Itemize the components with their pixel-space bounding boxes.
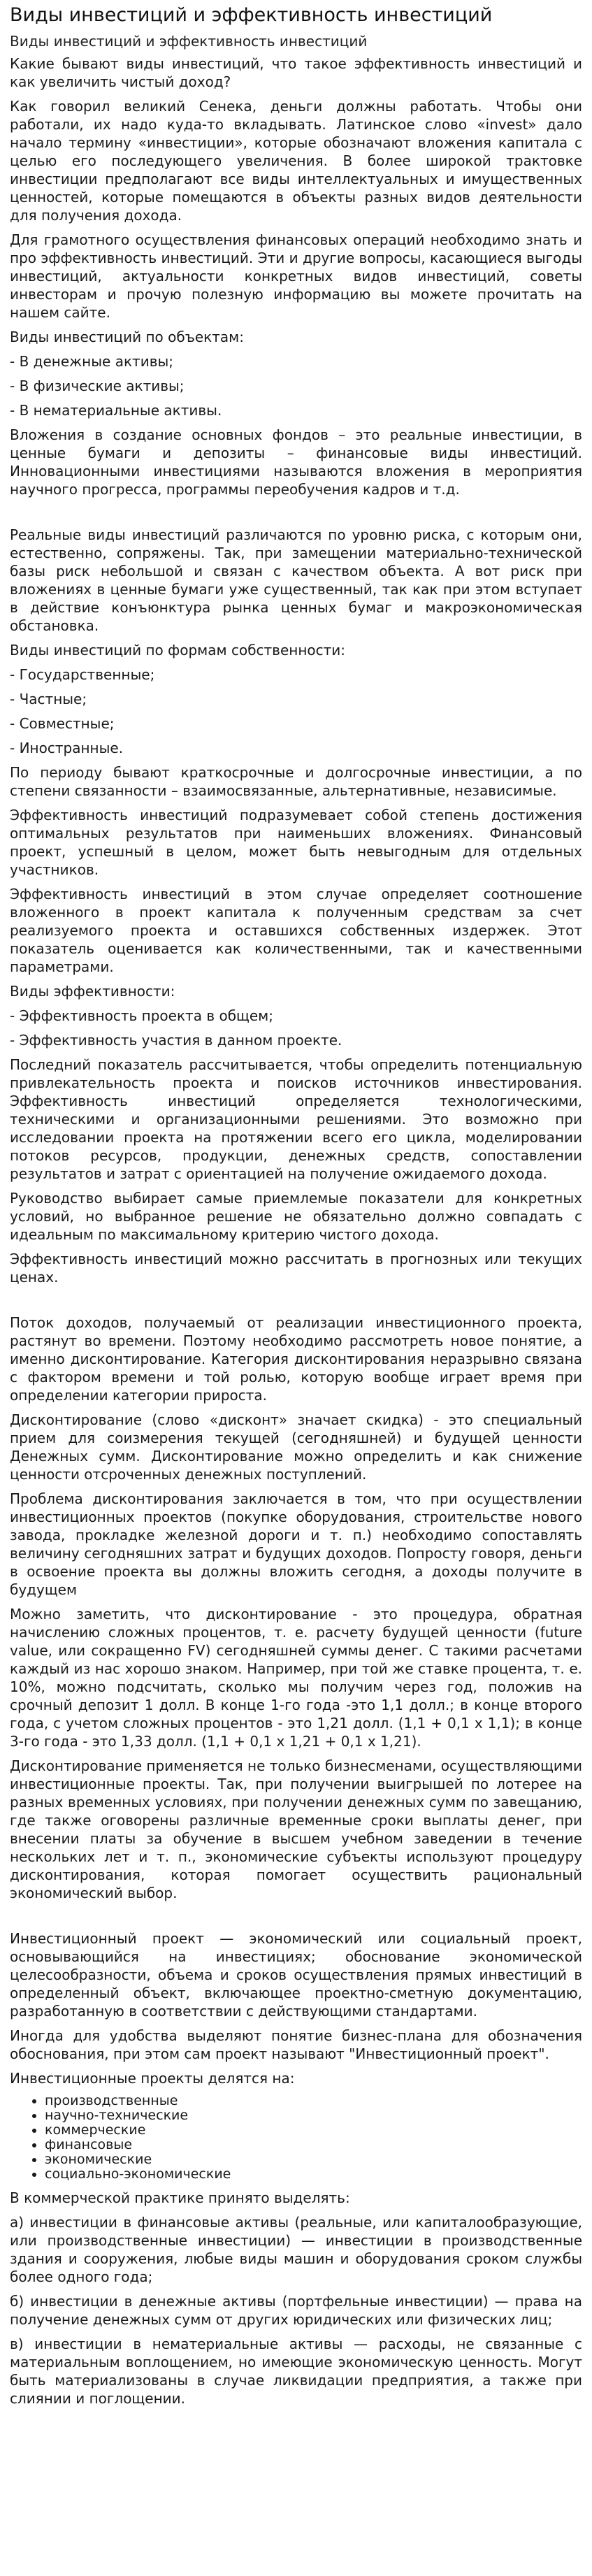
paragraph: Инвестиционный проект — экономический или социальный проект, основывающийся на инвестициях; обоснование экономической целесообразности, объема и сроков осуществления прямых инвестиций в определенный объект, включающее проектно-сметную документацию, разработанную в соответствии с действующими стандартами. (10, 1930, 582, 2020)
paragraph: - В нематериальные активы. (10, 402, 222, 419)
blank-line (10, 1908, 582, 1929)
paragraph: - Совместные; (10, 715, 115, 732)
paragraph: Виды инвестиций по объектам: (10, 329, 244, 345)
paragraph: Эффективность инвестиций в этом случае определяет соотношение вложенного в проект капитала к полученным средствам за счет реализуемого проекта и оставшихся собственных издержек. Этот показатель оценивается как количественными, так и качественными параметрами. (10, 886, 582, 975)
paragraph: Для грамотного осуществления финансовых операций необходимо знать и про эффективность инвестиций. Эти и другие вопросы, касающиеся выгоды инвестиций, актуальности конкретных видов инвестиций, советы инвесторам и прочую полезную информацию вы можете прочитать на нашем сайте. (10, 231, 582, 321)
paragraph: Можно заметить, что дисконтирование - это процедура, обратная начислению сложных процентов, т. е. расчету будущей ценности (future value, или сокращенно FV) сегодняшней суммы денег. С такими расчетами каждый из нас хорошо знаком. Например, при той же ставке процента, т. е. 10%, можно подсчитать, сколько мы получим через год, положив на срочный депозит 1 долл. В конце 1-го года -это 1,1 долл.; в конце второго года, с учетом сложных процентов - это 1,21 долл. (1,1 + 0,1 х 1,1); в конце 3-го года - это 1,33 долл. (1,1 + 0,1 х 1,21 + 0,1 х 1,21). (10, 1606, 582, 1750)
paragraph: Дисконтирование применяется не только бизнесменами, осуществляющими инвестиционные проекты. Так, при получении выигрышей по лотерее на разных временных условиях, при получении денежных сумм по завещанию, где также оговорены различные временные сроки выплаты денег, при внесении платы за обучение в высшем учебном заведении в течение нескольких лет и т. п., экономические субъекты используют процедуру дисконтирования, которая помогает осуществить рациональный экономический выбор. (10, 1757, 582, 1901)
paragraph: Как говорил великий Сенека, деньги должны работать. Чтобы они работали, их надо куда-то вкладывать. Латинское слово «invest» дало начало термину «инвестиции», которые обозначают вложения капитала с целью его последующего увеличения. В более широкой трактовке инвестиции предполагают все виды интеллектуальных и имущественных ценностей, которые помещаются в объекты разных видов деятельности для получения дохода. (10, 98, 582, 224)
paragraph: Виды инвестиций по формам собственности: (10, 642, 346, 659)
paragraph: Иногда для удобства выделяют понятие бизнес-плана для обозначения обоснования, при этом сам проект называют "Инвестиционный проект". (10, 2027, 582, 2062)
paragraph: - Эффективность проекта в общем; (10, 1007, 274, 1024)
paragraph: Инвестиционные проекты делятся на: (10, 2070, 295, 2087)
paragraph: Виды эффективности: (10, 983, 175, 1000)
paragraph: - Эффективность участия в данном проекте. (10, 1032, 342, 1049)
article-subtitle: Виды инвестиций и эффективность инвестиций (10, 33, 368, 50)
list-item: • социально-экономические (45, 2167, 582, 2182)
blank-line (10, 505, 582, 526)
paragraph: - В физические активы; (10, 377, 185, 394)
paragraph: Поток доходов, получаемый от реализации инвестиционного проекта, растянут во времени. Поэтому необходимо рассмотреть новое понятие, а именно дисконтирование. Категория дисконтирования неразрывно связана с фактором времени и той ролью, которую вообще играет время при определении категории прироста. (10, 1314, 582, 1404)
bullet-list (10, 2094, 582, 2182)
paragraph: Эффективность инвестиций подразумевает собой степень достижения оптимальных результатов при наименьших вложениях. Финансовый проект, успешный в целом, может быть невыгодным для отдельных участников. (10, 807, 582, 878)
paragraph: Руководство выбирает самые приемлемые показатели для конкретных условий, но выбранное решение не обязательно должно совпадать с идеальным по максимальному критерию чистого дохода. (10, 1190, 582, 1243)
paragraph: - Иностранные. (10, 740, 124, 756)
list-item: • финансовые (45, 2138, 582, 2152)
page-title: Виды инвестиций и эффективность инвестиций (10, 4, 493, 26)
blank-line (10, 1293, 582, 1314)
paragraph: Реальные виды инвестиций различаются по уровню риска, с которым они, естественно, сопряжены. Так, при замещении материально-технической базы риск небольшой и связан с качеством объекта. А вот риск при вложениях в ценные бумаги уже существенный, так как при этом вступает в действие конъюнктура рынка ценных бумаг и макроэкономическая обстановка. (10, 526, 582, 634)
paragraph: Вложения в создание основных фондов – это реальные инвестиции, в ценные бумаги и депозиты – финансовые виды инвестиций. Инновационными инвестициями называются вложения в мероприятия научного прогресса, программы переобучения кадров и т.д. (10, 426, 582, 498)
paragraph: - В денежные активы; (10, 353, 174, 370)
list-item: • производственные (45, 2094, 582, 2108)
article-body (10, 55, 582, 2408)
paragraph: б) инвестиции в денежные активы (портфельные инвестиции) — права на получение денежных сумм от других юридических или физических лиц; (10, 2293, 582, 2328)
paragraph: а) инвестиции в финансовые активы (реальные, или капиталообразующие, или производственные инвестиции) — инвестиции в производственные здания и сооружения, любые виды машин и оборудования сроком службы более одного года; (10, 2214, 582, 2285)
paragraph: в) инвестиции в нематериальные активы — расходы, не связанные с материальным воплощением, но имеющие экономическую ценность. Могут быть материализованы в случае ликвидации предприятия, а также при слиянии и поглощении. (10, 2336, 582, 2407)
paragraph: Дисконтирование (слово «дисконт» значает скидка) - это специальный прием для соизмерения текущей (сегодняшней) и будущей ценности Денежных сумм. Дисконтирование можно определить и как снижение ценности отсроченных денежных поступлений. (10, 1411, 582, 1483)
paragraph: Эффективность инвестиций можно рассчитать в прогнозных или текущих ценах. (10, 1251, 582, 1286)
paragraph: - Государственные; (10, 666, 155, 683)
list-item: • коммерческие (45, 2123, 582, 2138)
paragraph: - Частные; (10, 691, 87, 707)
paragraph: Какие бывают виды инвестиций, что такое эффективность инвестиций и как увеличить чистый доход? (10, 55, 582, 90)
paragraph: В коммерческой практике принято выделять: (10, 2189, 350, 2206)
paragraph: По периоду бывают краткосрочные и долгосрочные инвестиции, а по степени связанности – взаимосвязанные, альтернативные, независимые. (10, 764, 582, 799)
paragraph: Проблема дисконтирования заключается в том, что при осуществлении инвестиционных проектов (покупке оборудования, строительстве нового завода, прокладке железной дороги и т. п.) необходимо сопоставлять величину сегодняшних затрат и будущих доходов. Попросту говоря, деньги в освоение проекта вы должны вложить сегодня, а доходы получите в будущем (10, 1490, 582, 1598)
list-item: • экономические (45, 2152, 582, 2167)
list-item: • научно-технические (45, 2108, 582, 2123)
paragraph: Последний показатель рассчитывается, чтобы определить потенциальную привлекательность проекта и поисков источников инвестирования. Эффективность инвестиций определяется технологическими, техническими и организационными решениями. Это возможно при исследовании проекта на протяжении всего его цикла, моделировании потоков ресурсов, продукции, денежных средств, сопоставлении результатов и затрат с ориентацией на получение ожидаемого дохода. (10, 1056, 582, 1182)
